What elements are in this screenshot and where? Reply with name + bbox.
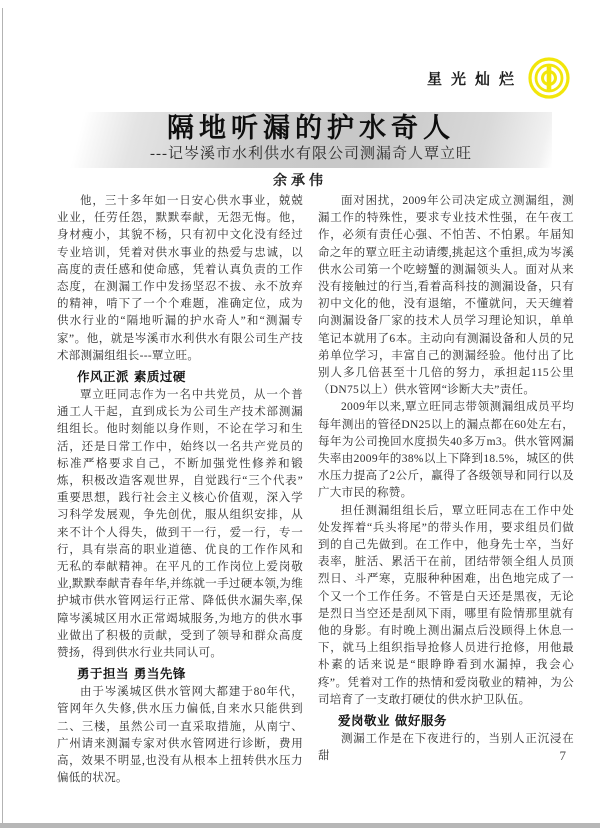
section-heading: 爱岗敬业 做好服务 bbox=[338, 713, 447, 729]
article-author: 余承伟 bbox=[273, 172, 327, 188]
left-column bbox=[57, 193, 303, 805]
body-paragraph: 担任测漏组组长后，覃立旺同志在工作中处处发挥着“兵头将尾”的带头作用，要求组员们做到的自己先做到。在工作中，他身先士卒，当好表率，脏活、累活干在前，团结带领全组人员顶烈日、斗严寒，克服种种困难，出色地完成了一个又一个工作任务。不管是白天还是黑夜，无论是烈日当空还是刮风下雨，哪里有险情那里就有他的身影。有时晚上测出漏点后没顾得上休息一下，就马上组织指导抢修人员进行抢修，用他最朴素的话来说是“眼睁睁看到水漏掉，我会心疼”。凭着对工作的热情和爱岗敬业的精神，为公司培育了一支敢打硬仗的供水护卫队伍。 bbox=[318, 504, 574, 706]
title-banner bbox=[70, 112, 552, 168]
article-title: 隔地听漏的护水奇人 bbox=[167, 113, 455, 144]
body-paragraph: 测漏工作是在下夜进行的，当别人正沉浸在甜 bbox=[318, 733, 574, 763]
body-paragraph: 面对困扰，2009年公司决定成立测漏组，测漏工作的特殊性，要求专业技术性强，在午夜工作，必须有责任心强、不怕苦、不怕累。年届知命之年的覃立旺主动请缨,挑起这个重担,成为岑溪供水公司第一个吃螃蟹的测漏领头人。面对从来没有接触过的行当,看着高科技的测漏设备，只有初中文化的他，没有退缩，不懂就问，天天缠着向测漏设备厂家的技术人员学习理论知识，单单笔记本就用了6本。主动向有测漏设备和人员的兄弟单位学习，丰富自己的测漏经验。他付出了比别人多几倍甚至十几倍的努力，承担起115公里（DN75以上）供水管网“诊断大夫”责任。 bbox=[318, 195, 574, 397]
body-paragraph: 由于岑溪城区供水管网大都建于80年代，管网年久失修,供水压力偏低,自来水只能供到二、三楼，虽然公司一直采取措施，从南宁、广州请来测漏专家对供水管网进行诊断，费用高，效果不明显,也没有从根本上扭转供水压力偏低的状况。 bbox=[57, 686, 303, 785]
body-paragraph: 2009年以来,覃立旺同志带领测漏组成员平均每年测出的管径DN25以上的漏点都在60处左右，每年为公司挽回水度损失40多万m3。供水管网漏失率由2009年的38%以上下降到18.5%，城区的供水压力提高了2公斤，赢得了各级领导和同行以及广大市民的称赞。 bbox=[318, 401, 574, 500]
trade-union-logo-icon bbox=[528, 57, 570, 99]
section-heading: 勇于担当 勇当先锋 bbox=[77, 666, 186, 682]
body-paragraph: 覃立旺同志作为一名中共党员，从一个普通工人干起，直到成长为公司生产技术部测漏组组长。他时刻能以身作则，不论在学习和生活，还是日常工作中，始终以一名共产党员的标准严格要求自己，不断加强党性修养和锻炼，积极改造客观世界，自觉践行“三个代表”重要思想，践行社会主义核心价值观，深入学习科学发展观，争先创优，服从组织安排，从来不计个人得失，做到干一行，爱一行，专一行，具有崇高的职业道德、优良的工作作风和无私的奉献精神。在平凡的工作岗位上爱岗敬业,默默奉献青春年华,并练就一手过硬本领,为维护城市供水管网运行正常、降低供水漏失率,保障岑溪城区用水正常竭城服务,为地方的供水事业做出了积极的贡献，受到了领导和群众高度赞扬，得到供水行业共同认可。 bbox=[57, 389, 303, 660]
page-header bbox=[427, 57, 570, 99]
section-heading: 作风正派 素质过硬 bbox=[77, 369, 186, 385]
body-paragraph: 他，三十多年如一日安心供水事业，兢兢业业，任劳任怨，默默奉献，无怨无悔。他，身材瘦小，其貌不杨，只有初中文化没有经过专业培训，凭着对供水事业的热爱与忠诚，以高度的责任感和使命感，凭着认真负责的工作态度，在测漏工作中发扬坚忍不拔、永不放弃的精神，啃下了一个个难题，准确定位，成为供水行业的“隔地听漏的护水奇人”和“测漏专家”。他，就是岑溪市水利供水有限公司生产技术部测漏组组长---覃立旺。 bbox=[57, 195, 303, 362]
page-bottom-strip bbox=[0, 823, 600, 828]
page-number: 7 bbox=[559, 748, 566, 763]
article-subtitle: ---记岑溪市水利供水有限公司测漏奇人覃立旺 bbox=[150, 146, 472, 162]
right-column bbox=[318, 193, 574, 805]
column-brand-label: 星光灿烂 bbox=[426, 71, 523, 88]
article-body bbox=[57, 193, 574, 805]
page-edge-line bbox=[2, 8, 3, 823]
